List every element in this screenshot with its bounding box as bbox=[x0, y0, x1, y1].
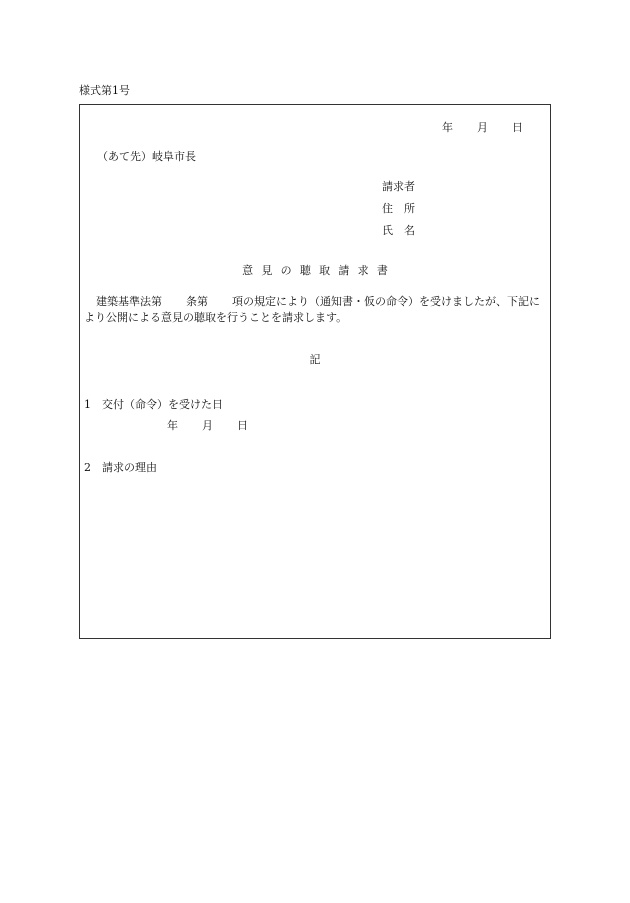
requester-title: 請求者 bbox=[382, 180, 415, 193]
item-2-number: 2 bbox=[84, 461, 91, 474]
item-2-heading bbox=[84, 459, 157, 475]
statement-part-3: 項の規定により（通知書・仮の命令）を受けましたが、下記により公開による意見の聴取を行うことを請求します。 bbox=[84, 295, 540, 324]
statement-part-2: 条第 bbox=[186, 295, 208, 308]
address-label: 住 所 bbox=[382, 202, 415, 215]
item-1-label: 交付（命令）を受けた日 bbox=[102, 398, 223, 411]
name-label: 氏 名 bbox=[382, 224, 415, 237]
date-month-label: 月 bbox=[477, 121, 488, 134]
item-1-number: 1 bbox=[84, 398, 91, 411]
item-2-label: 請求の理由 bbox=[102, 461, 157, 474]
document-title: 意見の聴取請求書 bbox=[242, 264, 397, 277]
item-1-heading bbox=[84, 396, 223, 412]
form-frame bbox=[79, 104, 551, 639]
item-1-day-label: 日 bbox=[237, 419, 248, 432]
statement-part-1: 建築基準法第 bbox=[96, 295, 162, 308]
item-1-date bbox=[167, 417, 248, 433]
requester-block bbox=[382, 176, 415, 242]
addressee: （あて先）岐阜市長 bbox=[97, 150, 196, 163]
item-1-month-label: 月 bbox=[202, 419, 213, 432]
ki-heading: 記 bbox=[309, 353, 321, 366]
item-1-year-label: 年 bbox=[167, 419, 178, 432]
request-statement bbox=[84, 294, 548, 326]
submission-date bbox=[442, 119, 523, 135]
date-day-label: 日 bbox=[512, 121, 523, 134]
date-year-label: 年 bbox=[442, 121, 453, 134]
form-number-label: 様式第1号 bbox=[79, 84, 130, 97]
